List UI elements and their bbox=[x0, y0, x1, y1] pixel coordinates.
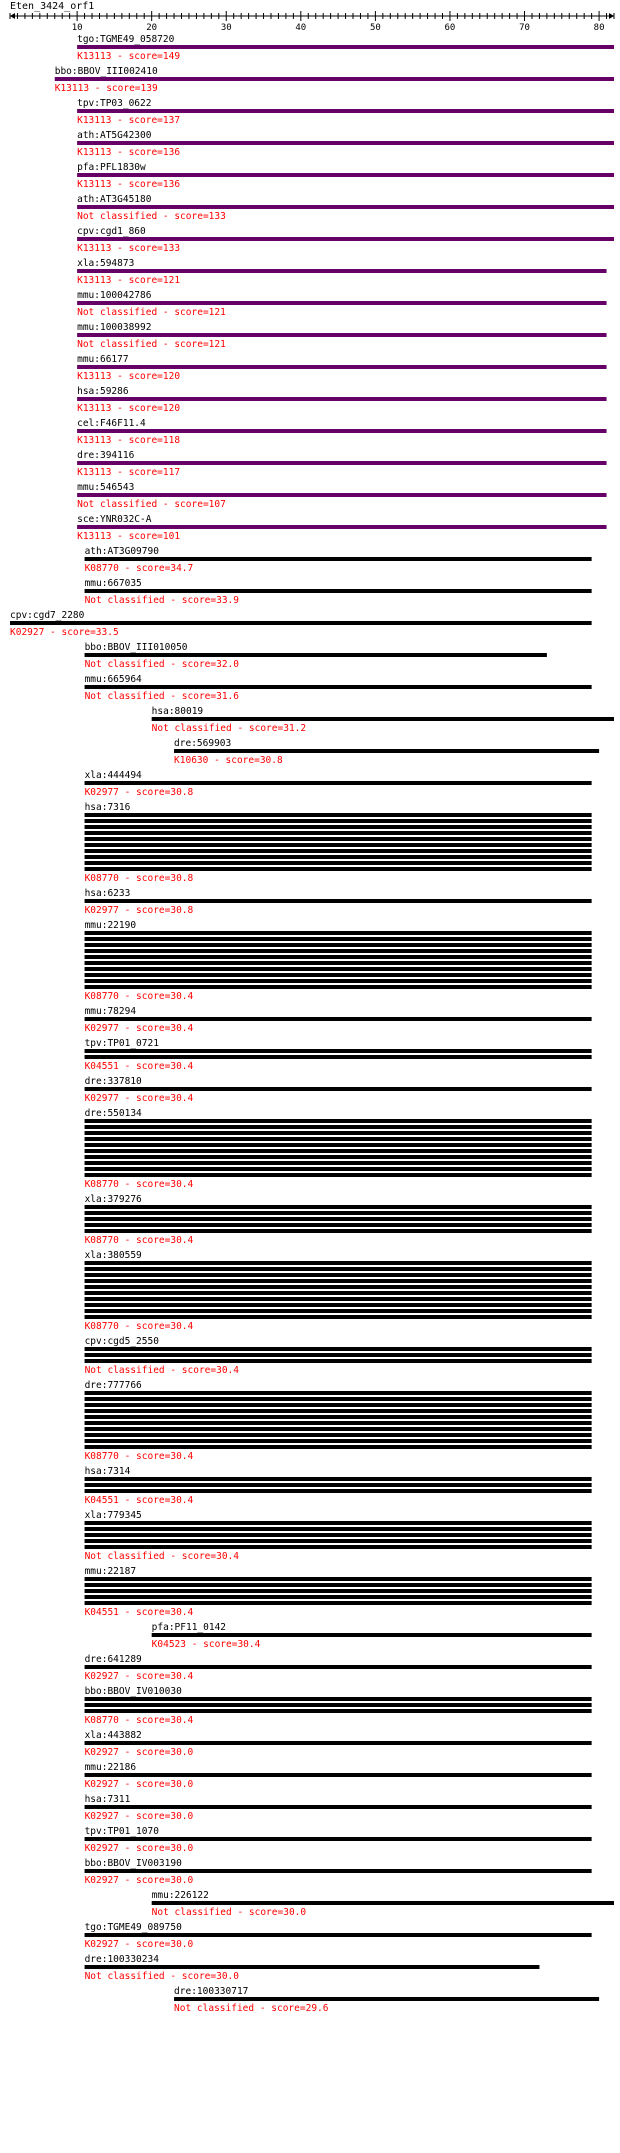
hit-alignment-bar bbox=[85, 1131, 592, 1135]
hit-alignment-bar bbox=[85, 1279, 592, 1283]
ruler-tick-label: 30 bbox=[220, 23, 232, 33]
hit-alignment-bar bbox=[85, 1489, 592, 1493]
hit-score-label: K04551 - score=30.4 bbox=[84, 1607, 194, 1618]
hit-score-label: K04551 - score=30.4 bbox=[84, 1061, 194, 1072]
hit-row[interactable] bbox=[85, 1654, 592, 1682]
position-ruler bbox=[10, 11, 614, 33]
hit-score-label: K04551 - score=30.4 bbox=[84, 1495, 194, 1506]
hit-alignment-bar bbox=[77, 429, 606, 433]
hit-alignment-bar bbox=[85, 1119, 592, 1123]
hit-row[interactable] bbox=[85, 1510, 592, 1562]
hit-alignment-bar bbox=[85, 825, 592, 829]
hit-row[interactable] bbox=[85, 1108, 592, 1190]
hit-row[interactable] bbox=[77, 194, 614, 222]
hit-row[interactable] bbox=[174, 738, 599, 766]
hit-alignment-bar bbox=[77, 461, 606, 465]
hit-score-label: K13113 - score=117 bbox=[77, 467, 181, 478]
ruler-tick-label: 10 bbox=[71, 23, 83, 33]
hit-score-label: K02927 - score=30.0 bbox=[84, 1939, 194, 1950]
hit-alignment-bar bbox=[85, 849, 592, 853]
ruler-left-arrow-icon bbox=[10, 13, 15, 19]
hit-alignment-bar bbox=[85, 867, 592, 871]
hit-gene-name[interactable]: hsa:59286 bbox=[77, 386, 129, 397]
hit-score-label: K13113 - score=136 bbox=[77, 147, 181, 158]
hit-alignment-bar bbox=[85, 1965, 540, 1969]
hit-alignment-bar bbox=[85, 1149, 592, 1153]
hit-alignment-bar bbox=[85, 1415, 592, 1419]
hit-row[interactable] bbox=[77, 34, 614, 62]
hit-alignment-bar bbox=[152, 1633, 592, 1637]
hit-alignment-bar bbox=[85, 1167, 592, 1171]
hit-alignment-bar bbox=[85, 973, 592, 977]
hit-gene-name[interactable]: hsa:7311 bbox=[84, 1794, 131, 1805]
hit-gene-name[interactable]: mmu:667035 bbox=[84, 578, 142, 589]
hit-score-label: K02927 - score=30.0 bbox=[84, 1875, 194, 1886]
hit-alignment-bar bbox=[85, 961, 592, 965]
hit-score-label: K02927 - score=30.0 bbox=[84, 1747, 194, 1758]
hit-row[interactable] bbox=[85, 1038, 592, 1072]
hit-row[interactable] bbox=[85, 802, 592, 884]
hit-row[interactable] bbox=[85, 674, 592, 702]
hit-score-label: Not classified - score=32.0 bbox=[84, 659, 240, 670]
hit-alignment-bar bbox=[85, 819, 592, 823]
hit-alignment-bar bbox=[85, 1595, 592, 1599]
hit-alignment-bar bbox=[85, 1297, 592, 1301]
hit-score-label: K13113 - score=118 bbox=[77, 435, 181, 446]
hit-row[interactable] bbox=[85, 1194, 592, 1246]
hit-alignment-bar bbox=[85, 1837, 592, 1841]
hit-gene-name[interactable]: dre:777766 bbox=[84, 1380, 142, 1391]
hit-alignment-bar bbox=[85, 1533, 592, 1537]
hit-score-label: Not classified - score=30.4 bbox=[84, 1365, 240, 1376]
hit-alignment-bar bbox=[85, 1391, 592, 1395]
hit-gene-name[interactable]: tpv:TP01_1070 bbox=[84, 1826, 159, 1837]
hit-alignment-bar bbox=[55, 77, 614, 81]
hit-alignment-bar bbox=[85, 937, 592, 941]
hit-gene-name[interactable]: hsa:6233 bbox=[84, 888, 131, 899]
hit-gene-name[interactable]: sce:YNR032C-A bbox=[77, 514, 152, 525]
hit-alignment-bar bbox=[85, 1273, 592, 1277]
hit-gene-name[interactable]: hsa:7314 bbox=[84, 1466, 131, 1477]
hit-alignment-bar bbox=[85, 955, 592, 959]
hit-alignment-bar bbox=[85, 1309, 592, 1313]
hit-alignment-bar bbox=[77, 365, 606, 369]
hit-alignment-bar bbox=[85, 843, 592, 847]
hit-row[interactable] bbox=[85, 642, 547, 670]
hit-alignment-bar bbox=[85, 967, 592, 971]
hit-gene-name[interactable]: mmu:78294 bbox=[84, 1006, 137, 1017]
hit-row[interactable] bbox=[85, 546, 592, 574]
hit-gene-name[interactable]: mmu:22186 bbox=[84, 1762, 137, 1773]
hit-row[interactable] bbox=[85, 920, 592, 1002]
hit-alignment-bar bbox=[85, 1359, 592, 1363]
hit-alignment-bar bbox=[85, 781, 592, 785]
hit-row[interactable] bbox=[152, 1890, 614, 1918]
hit-alignment-bar bbox=[10, 621, 592, 625]
hit-alignment-bar bbox=[85, 1601, 592, 1605]
hit-row[interactable] bbox=[85, 1922, 592, 1950]
hit-row[interactable] bbox=[85, 1762, 592, 1790]
hit-alignment-bar bbox=[77, 205, 614, 209]
hit-gene-name[interactable]: tgo:TGME49_058720 bbox=[77, 34, 175, 45]
hit-alignment-bar bbox=[85, 837, 592, 841]
hit-row[interactable] bbox=[77, 450, 606, 478]
hit-gene-name[interactable]: cpv:cgd1_860 bbox=[77, 226, 146, 237]
hit-row[interactable] bbox=[85, 1336, 592, 1376]
hit-alignment-bar bbox=[85, 1173, 592, 1177]
hit-score-label: K08770 - score=30.4 bbox=[84, 1715, 194, 1726]
ruler-tick-label: 80 bbox=[593, 23, 605, 33]
hit-gene-name[interactable]: ath:AT3G45180 bbox=[77, 194, 152, 205]
hit-row[interactable] bbox=[85, 1954, 540, 1982]
hit-row[interactable] bbox=[77, 354, 606, 382]
hit-alignment-bar bbox=[77, 109, 614, 113]
hit-score-label: K13113 - score=120 bbox=[77, 371, 181, 382]
hit-alignment-bar bbox=[85, 1539, 592, 1543]
hit-gene-name[interactable]: mmu:22187 bbox=[84, 1566, 137, 1577]
hit-alignment-bar bbox=[77, 237, 614, 241]
hit-row[interactable] bbox=[85, 770, 592, 798]
hit-alignment-bar bbox=[85, 1137, 592, 1141]
hit-alignment-bar bbox=[85, 1211, 592, 1215]
hit-alignment-bar bbox=[85, 1703, 592, 1707]
hit-alignment-bar bbox=[85, 1409, 592, 1413]
hit-alignment-bar bbox=[85, 1303, 592, 1307]
hit-score-label: K08770 - score=30.4 bbox=[84, 991, 194, 1002]
hit-alignment-bar bbox=[85, 985, 592, 989]
ruler-tick-label: 20 bbox=[146, 23, 158, 33]
hit-alignment-bar bbox=[85, 1229, 592, 1233]
hit-gene-name[interactable]: pfa:PFL1830w bbox=[77, 162, 146, 173]
hit-gene-name[interactable]: ath:AT3G09790 bbox=[84, 546, 159, 557]
hit-gene-name[interactable]: bbo:BBOV_IV003190 bbox=[84, 1858, 182, 1869]
hit-alignment-bar bbox=[152, 717, 614, 721]
hit-row[interactable] bbox=[77, 98, 614, 126]
hit-row[interactable] bbox=[85, 1794, 592, 1822]
hit-gene-name[interactable]: xla:380559 bbox=[84, 1250, 142, 1261]
hit-gene-name[interactable]: hsa:80019 bbox=[151, 706, 204, 717]
hit-score-label: K13113 - score=120 bbox=[77, 403, 181, 414]
hit-gene-name[interactable]: tpv:TP03_0622 bbox=[77, 98, 152, 109]
hit-row[interactable] bbox=[85, 578, 592, 606]
hit-row[interactable] bbox=[85, 1566, 592, 1618]
hit-gene-name[interactable]: dre:641289 bbox=[84, 1654, 142, 1665]
ruler-tick-label: 50 bbox=[369, 23, 381, 33]
hit-score-label: K02977 - score=30.4 bbox=[84, 1023, 194, 1034]
hit-row[interactable] bbox=[85, 888, 592, 916]
hit-score-label: K02927 - score=30.0 bbox=[84, 1779, 194, 1790]
hit-gene-name[interactable]: bbo:BBOV_III002410 bbox=[54, 66, 158, 77]
hit-alignment-bar bbox=[85, 831, 592, 835]
hit-gene-name[interactable]: cpv:cgd7_2280 bbox=[10, 610, 85, 621]
hit-alignment-bar bbox=[85, 1421, 592, 1425]
hit-alignment-bar bbox=[85, 685, 592, 689]
hit-alignment-bar bbox=[85, 1805, 592, 1809]
hit-score-label: K10630 - score=30.8 bbox=[174, 755, 283, 766]
hit-alignment-bar bbox=[85, 813, 592, 817]
hit-alignment-bar bbox=[85, 979, 592, 983]
hit-alignment-bar bbox=[85, 1347, 592, 1351]
hit-alignment-bar bbox=[85, 1205, 592, 1209]
hit-gene-name[interactable]: dre:394116 bbox=[77, 450, 135, 461]
hit-alignment-bar bbox=[85, 1125, 592, 1129]
hit-alignment-bar bbox=[85, 855, 592, 859]
hit-score-label: K08770 - score=30.4 bbox=[84, 1235, 194, 1246]
hit-score-label: K04523 - score=30.4 bbox=[151, 1639, 261, 1650]
hit-score-label: Not classified - score=107 bbox=[77, 499, 226, 510]
hit-score-label: Not classified - score=31.6 bbox=[84, 691, 240, 702]
hit-score-label: Not classified - score=121 bbox=[77, 307, 226, 318]
hit-alignment-bar bbox=[174, 749, 599, 753]
hit-row[interactable] bbox=[77, 482, 606, 510]
hit-alignment-bar bbox=[85, 931, 592, 935]
hit-score-label: K13113 - score=101 bbox=[77, 531, 181, 542]
hit-alignment-bar bbox=[85, 1017, 592, 1021]
hit-alignment-bar bbox=[85, 899, 592, 903]
hit-alignment-bar bbox=[77, 141, 614, 145]
hit-alignment-bar bbox=[85, 1087, 592, 1091]
hit-row[interactable] bbox=[85, 1858, 592, 1886]
hit-row[interactable] bbox=[152, 1622, 592, 1650]
hit-score-label: K08770 - score=30.4 bbox=[84, 1321, 194, 1332]
hit-alignment-bar bbox=[77, 173, 614, 177]
hit-score-label: K13113 - score=133 bbox=[77, 243, 181, 254]
hit-gene-name[interactable]: mmu:100042786 bbox=[77, 290, 152, 301]
query-title: Eten_3424_orf1 bbox=[10, 1, 95, 12]
hit-score-label: K02927 - score=30.4 bbox=[84, 1671, 194, 1682]
hit-score-label: Not classified - score=30.0 bbox=[151, 1907, 307, 1918]
hit-score-label: K08770 - score=30.8 bbox=[84, 873, 194, 884]
hit-alignment-bar bbox=[85, 1665, 592, 1669]
hit-alignment-bar bbox=[85, 1161, 592, 1165]
hit-alignment-bar bbox=[152, 1901, 614, 1905]
hit-score-label: K13113 - score=136 bbox=[77, 179, 181, 190]
hit-alignment-bar bbox=[85, 1217, 592, 1221]
hit-row[interactable] bbox=[85, 1006, 592, 1034]
hit-alignment-bar bbox=[85, 1521, 592, 1525]
ruler-tick-label: 40 bbox=[295, 23, 307, 33]
hit-gene-name[interactable]: dre:337810 bbox=[84, 1076, 142, 1087]
hit-row[interactable] bbox=[85, 1826, 592, 1854]
hit-alignment-bar bbox=[85, 1933, 592, 1937]
hit-alignment-bar bbox=[85, 1267, 592, 1271]
hit-row[interactable] bbox=[85, 1076, 592, 1104]
hit-alignment-bar bbox=[77, 301, 606, 305]
hit-gene-name[interactable]: pfa:PF11_0142 bbox=[151, 1622, 227, 1633]
hit-alignment-bar bbox=[85, 1055, 592, 1059]
hit-gene-name[interactable]: xla:444494 bbox=[84, 770, 142, 781]
hit-row[interactable] bbox=[77, 290, 606, 318]
hit-score-label: K02977 - score=30.4 bbox=[84, 1093, 194, 1104]
hit-row[interactable] bbox=[77, 418, 606, 446]
hit-score-label: K13113 - score=137 bbox=[77, 115, 181, 126]
hit-score-label: K08770 - score=34.7 bbox=[84, 563, 194, 574]
hit-alignment-bar bbox=[85, 1427, 592, 1431]
hit-gene-name[interactable]: mmu:226122 bbox=[151, 1890, 209, 1901]
hit-score-label: K13113 - score=121 bbox=[77, 275, 181, 286]
hit-row[interactable] bbox=[77, 514, 606, 542]
hit-alignment-bar bbox=[77, 525, 606, 529]
hit-row[interactable] bbox=[55, 66, 614, 94]
hit-row[interactable] bbox=[77, 162, 614, 190]
hit-alignment-bar bbox=[85, 1143, 592, 1147]
hit-alignment-bar bbox=[85, 589, 592, 593]
hit-score-label: K02927 - score=30.0 bbox=[84, 1843, 194, 1854]
hit-alignment-bar bbox=[85, 1527, 592, 1531]
hit-score-label: Not classified - score=121 bbox=[77, 339, 226, 350]
hit-row[interactable] bbox=[77, 386, 606, 414]
hit-row[interactable] bbox=[85, 1380, 592, 1462]
hit-alignment-bar bbox=[85, 1397, 592, 1401]
hit-row[interactable] bbox=[85, 1730, 592, 1758]
hit-score-label: Not classified - score=30.0 bbox=[84, 1971, 240, 1982]
hit-alignment-bar bbox=[85, 1439, 592, 1443]
hit-alignment-bar bbox=[85, 1353, 592, 1357]
hit-row[interactable] bbox=[77, 322, 606, 350]
hit-score-label: K02977 - score=30.8 bbox=[84, 787, 194, 798]
ruler-tick-label: 70 bbox=[519, 23, 530, 33]
hit-score-label: Not classified - score=133 bbox=[77, 211, 226, 222]
hit-row[interactable] bbox=[85, 1250, 592, 1332]
hit-alignment-bar bbox=[85, 1445, 592, 1449]
hit-alignment-bar bbox=[85, 1291, 592, 1295]
hit-row[interactable] bbox=[152, 706, 614, 734]
hit-row[interactable] bbox=[10, 610, 592, 638]
hit-row[interactable] bbox=[77, 258, 606, 286]
hit-gene-name[interactable]: xla:779345 bbox=[84, 1510, 142, 1521]
hit-score-label: K08770 - score=30.4 bbox=[84, 1179, 194, 1190]
hit-row[interactable] bbox=[77, 226, 614, 254]
hit-row[interactable] bbox=[85, 1466, 592, 1506]
hit-alignment-bar bbox=[85, 1155, 592, 1159]
hit-score-label: K02977 - score=30.8 bbox=[84, 905, 194, 916]
hit-alignment-bar bbox=[85, 1709, 592, 1713]
hit-alignment-bar bbox=[85, 1223, 592, 1227]
hit-gene-name[interactable]: tpv:TP01_0721 bbox=[84, 1038, 159, 1049]
ruler-right-arrow-icon bbox=[609, 13, 614, 19]
hit-alignment-bar bbox=[77, 397, 606, 401]
hit-alignment-bar bbox=[85, 1741, 592, 1745]
hit-alignment-bar bbox=[85, 949, 592, 953]
hit-gene-name[interactable]: dre:550134 bbox=[84, 1108, 142, 1119]
hit-alignment-bar bbox=[85, 1477, 592, 1481]
hit-gene-name[interactable]: mmu:66177 bbox=[77, 354, 129, 365]
hit-alignment-bar bbox=[85, 653, 547, 657]
hit-score-label: Not classified - score=33.9 bbox=[84, 595, 240, 606]
hit-alignment-bar bbox=[85, 1589, 592, 1593]
hit-score-label: Not classified - score=30.4 bbox=[84, 1551, 240, 1562]
ruler-tick-label: 60 bbox=[444, 23, 456, 33]
hit-score-label: K13113 - score=139 bbox=[54, 83, 158, 94]
hit-gene-name[interactable]: bbo:BBOV_IV010030 bbox=[84, 1686, 182, 1697]
hit-gene-name[interactable]: cel:F46F11.4 bbox=[77, 418, 146, 429]
hit-gene-name[interactable]: xla:443882 bbox=[84, 1730, 142, 1741]
hit-score-label: K02927 - score=33.5 bbox=[10, 627, 119, 638]
hit-alignment-bar bbox=[85, 1869, 592, 1873]
hit-gene-name[interactable]: dre:569903 bbox=[174, 738, 232, 749]
hit-gene-name[interactable]: dre:100330234 bbox=[84, 1954, 159, 1965]
hit-gene-name[interactable]: xla:379276 bbox=[84, 1194, 142, 1205]
hit-gene-name[interactable]: dre:100330717 bbox=[174, 1986, 249, 1997]
hit-alignment-bar bbox=[77, 333, 606, 337]
hit-alignment-bar bbox=[85, 1315, 592, 1319]
hit-score-label: Not classified - score=29.6 bbox=[174, 2003, 329, 2014]
hit-row[interactable] bbox=[85, 1686, 592, 1726]
hit-score-label: K13113 - score=149 bbox=[77, 51, 181, 62]
hit-alignment-bar bbox=[174, 1997, 599, 2001]
hit-gene-name[interactable]: tgo:TGME49_089750 bbox=[84, 1922, 182, 1933]
hit-gene-name[interactable]: ath:AT5G42300 bbox=[77, 130, 152, 141]
hit-alignment-bar bbox=[85, 1697, 592, 1701]
hit-alignment-bar bbox=[85, 1261, 592, 1265]
hit-gene-name[interactable]: mmu:665964 bbox=[84, 674, 142, 685]
hit-gene-name[interactable]: cpv:cgd5_2550 bbox=[84, 1336, 159, 1347]
hit-alignment-bar bbox=[85, 557, 592, 561]
hit-score-label: K08770 - score=30.4 bbox=[84, 1451, 194, 1462]
hit-score-label: Not classified - score=31.2 bbox=[151, 723, 307, 734]
hit-score-label: K02927 - score=30.0 bbox=[84, 1811, 194, 1822]
hit-alignment-bar bbox=[77, 493, 606, 497]
hit-gene-name[interactable]: xla:594873 bbox=[77, 258, 135, 269]
hit-alignment-bar bbox=[85, 1483, 592, 1487]
hit-gene-name[interactable]: mmu:546543 bbox=[77, 482, 135, 493]
hit-list bbox=[10, 34, 614, 2014]
hit-alignment-bar bbox=[85, 1545, 592, 1549]
hit-alignment-bar bbox=[85, 1049, 592, 1053]
hit-alignment-bar bbox=[85, 861, 592, 865]
hit-alignment-bar bbox=[85, 1433, 592, 1437]
hit-alignment-bar bbox=[85, 1285, 592, 1289]
hit-row[interactable] bbox=[77, 130, 614, 158]
hit-gene-name[interactable]: bbo:BBOV_III010050 bbox=[84, 642, 188, 653]
hit-row[interactable] bbox=[174, 1986, 599, 2014]
hit-alignment-bar bbox=[85, 1403, 592, 1407]
hit-gene-name[interactable]: mmu:100038992 bbox=[77, 322, 152, 333]
hit-gene-name[interactable]: hsa:7316 bbox=[84, 802, 131, 813]
hit-alignment-bar bbox=[85, 943, 592, 947]
hit-alignment-bar bbox=[85, 1577, 592, 1581]
hit-alignment-bar bbox=[85, 1773, 592, 1777]
hit-alignment-bar bbox=[77, 269, 606, 273]
hit-gene-name[interactable]: mmu:22190 bbox=[84, 920, 137, 931]
hit-alignment-bar bbox=[77, 45, 614, 49]
hit-alignment-bar bbox=[85, 1583, 592, 1587]
